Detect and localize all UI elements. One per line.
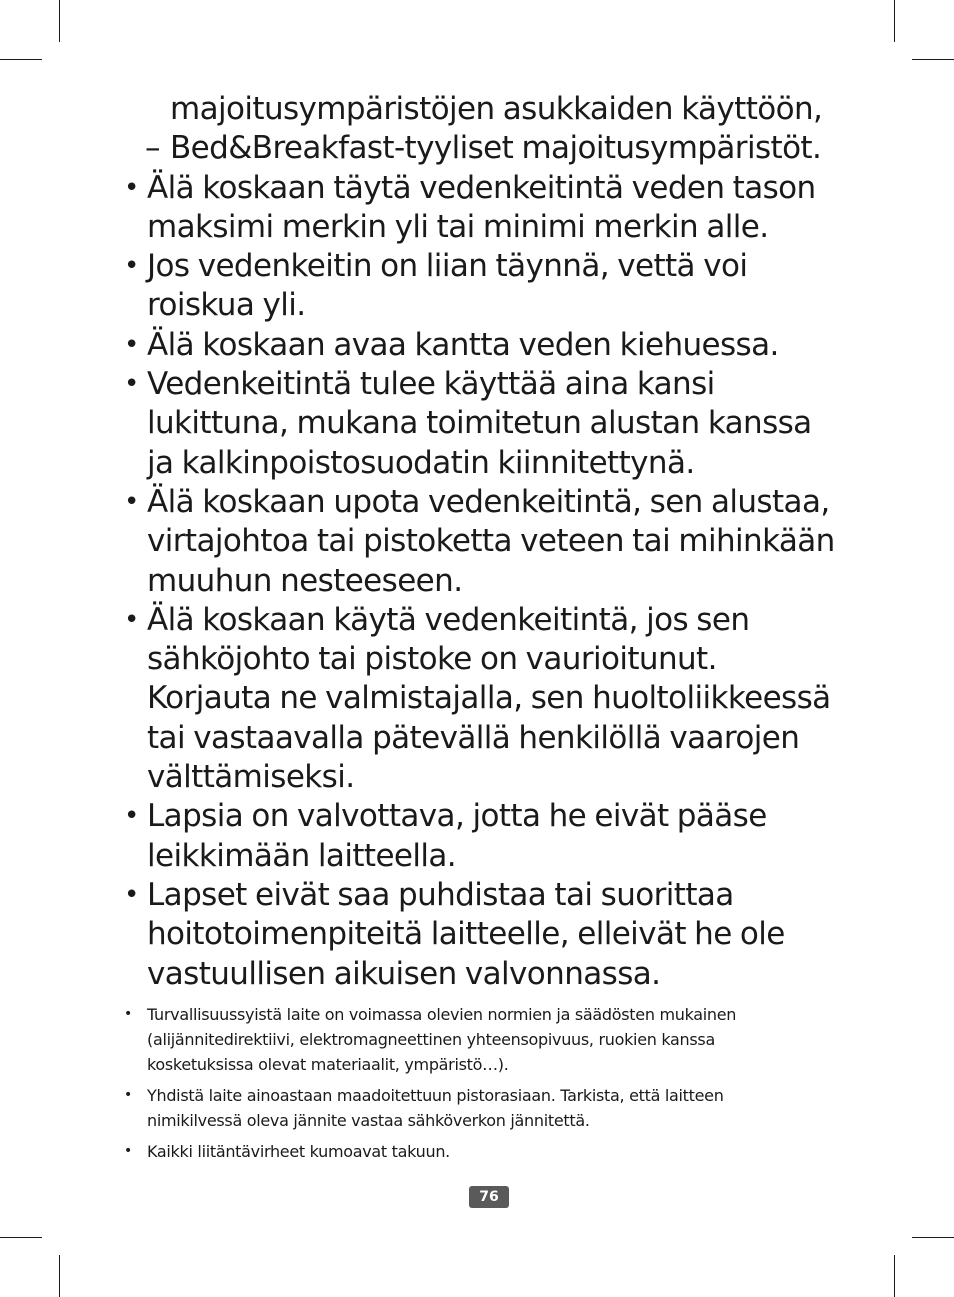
bullet-line: sähköjohto tai pistoke on vaurioitunut. (147, 641, 717, 678)
bullet-line: lukittuna, mukana toimitetun alustan kanssa (147, 405, 812, 442)
bullet-line: Korjauta ne valmistajalla, sen huoltoliikkeessä (147, 680, 831, 717)
bullet-mark: • (124, 329, 139, 360)
small-bullet-line: nimikilvessä oleva jännite vastaa sähköverkon jännitettä. (147, 1110, 590, 1130)
small-bullet-line: Yhdistä laite ainoastaan maadoitettuun pistorasiaan. Tarkista, että laitteen (147, 1085, 724, 1105)
bullet-line: välttämiseksi. (147, 759, 355, 796)
bullet-line: Vedenkeitintä tulee käyttää aina kansi (147, 366, 715, 403)
bullet-mark: • (124, 801, 139, 832)
continuation-line: majoitusympäristöjen asukkaiden käyttöön, (170, 91, 823, 127)
small-bullet-line: kosketuksissa olevat materiaalit, ympäristö…). (147, 1054, 509, 1074)
crop-mark-bottom-right-horizontal (912, 1237, 954, 1238)
bullet-line: leikkimään laitteella. (147, 837, 457, 874)
bullet-item-7 (118, 797, 878, 876)
big-bullet-list (118, 169, 878, 994)
crop-mark-top-right-vertical (894, 0, 895, 42)
bullet-mark: • (124, 1142, 132, 1159)
dash-list-item (118, 129, 878, 168)
bullet-mark: • (124, 604, 139, 635)
bullet-mark: • (124, 172, 139, 203)
bullet-line: ja kalkinpoistosuodatin kiinnitettynä. (147, 444, 695, 481)
bullet-item-3 (118, 326, 878, 365)
bullet-mark: • (124, 1086, 132, 1103)
bullet-line: roiskua yli. (147, 287, 306, 324)
crop-mark-bottom-right-vertical (894, 1255, 895, 1297)
small-bullet-item-1 (118, 1002, 878, 1077)
small-bullet-line: Kaikki liitäntävirheet kumoavat takuun. (147, 1141, 450, 1161)
crop-mark-bottom-left-horizontal (0, 1237, 42, 1238)
bullet-line: Lapsia on valvottava, jotta he eivät pääse (147, 798, 767, 835)
bullet-item-8 (118, 876, 878, 994)
bullet-line: tai vastaavalla pätevällä henkilöllä vaarojen (147, 719, 800, 756)
bullet-line: Älä koskaan avaa kantta veden kiehuessa. (147, 326, 779, 363)
bullet-line: Lapset eivät saa puhdistaa tai suorittaa (147, 876, 734, 913)
bullet-mark: • (124, 879, 139, 910)
bullet-item-5 (118, 483, 878, 601)
page-number-badge: 76 (469, 1186, 509, 1208)
bullet-line: Älä koskaan upota vedenkeitintä, sen alustaa, (147, 483, 830, 520)
bullet-line: vastuullisen aikuisen valvonnassa. (147, 955, 661, 992)
bullet-mark: • (124, 486, 139, 517)
bullet-line: Älä koskaan käytä vedenkeitintä, jos sen (147, 601, 750, 638)
small-bullet-line: (alijännitedirektiivi, elektromagneettinen yhteensopivuus, ruokien kanssa (147, 1029, 715, 1049)
page-content (118, 90, 878, 1170)
small-bullet-line: Turvallisuussyistä laite on voimassa olevien normien ja säädösten mukainen (147, 1004, 737, 1024)
bullet-item-2 (118, 247, 878, 326)
crop-mark-top-left-horizontal (0, 59, 42, 60)
bullet-item-4 (118, 365, 878, 483)
bullet-mark: • (124, 1005, 132, 1022)
small-bullet-item-2 (118, 1083, 878, 1133)
bullet-mark: • (124, 369, 139, 400)
small-bullet-list (118, 1002, 878, 1164)
bullet-item-6 (118, 601, 878, 797)
crop-mark-bottom-left-vertical (59, 1255, 60, 1297)
small-bullet-item-3 (118, 1139, 878, 1164)
crop-mark-top-right-horizontal (912, 59, 954, 60)
bullet-item-1 (118, 169, 878, 248)
bullet-line: hoitotoimenpiteitä laitteelle, elleivät he ole (147, 916, 785, 953)
bullet-line: maksimi merkin yli tai minimi merkin alle. (147, 208, 769, 245)
bullet-line: Jos vedenkeitin on liian täynnä, vettä voi (147, 248, 748, 285)
bullet-line: virtajohtoa tai pistoketta veteen tai mihinkään (147, 523, 835, 560)
crop-mark-top-left-vertical (59, 0, 60, 42)
bullet-line: Älä koskaan täytä vedenkeitintä veden tason (147, 169, 816, 206)
bullet-mark: • (124, 251, 139, 282)
dash-item-text: Bed&Breakfast-tyyliset majoitusympäristöt. (170, 130, 822, 167)
bullet-line: muuhun nesteeseen. (147, 562, 463, 599)
dash-mark: – (145, 130, 160, 167)
